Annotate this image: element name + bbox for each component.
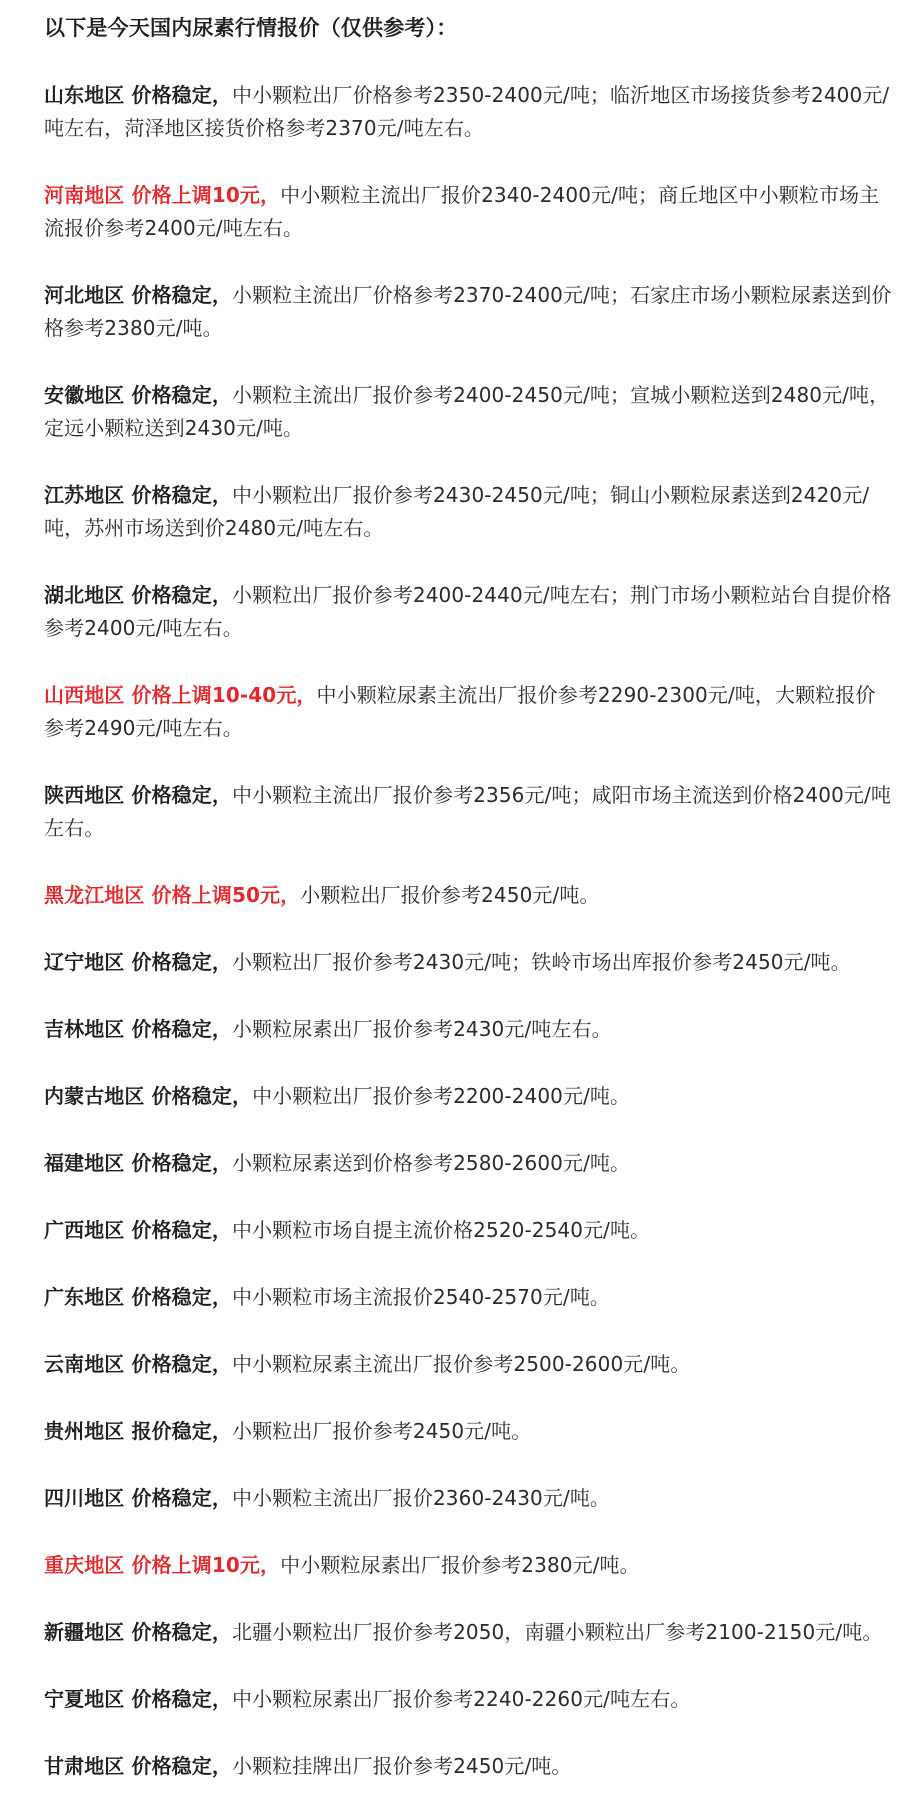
region-heading: 湖北地区 价格稳定， — [44, 583, 232, 607]
price-detail: 小颗粒出厂报价参考2400-2440元/吨左右；荆门市场小颗粒站台自提价格参考2400元/吨左右。 — [44, 583, 892, 640]
price-detail: 中小颗粒出厂报价参考2430-2450元/吨；铜山小颗粒尿素送到2420元/吨，苏州市场送到价2480元/吨左右。 — [44, 483, 870, 540]
price-detail: 中小颗粒尿素出厂报价参考2240-2260元/吨左右。 — [231, 1687, 691, 1711]
price-entry — [44, 946, 892, 979]
region-heading: 广东地区 价格稳定， — [44, 1285, 232, 1309]
region-heading: 甘肃地区 价格稳定， — [44, 1754, 232, 1778]
price-detail: 小颗粒出厂报价参考2430元/吨；铁岭市场出库报价参考2450元/吨。 — [231, 950, 851, 974]
price-list — [44, 79, 892, 1783]
price-detail: 小颗粒出厂报价参考2450元/吨。 — [300, 883, 600, 907]
price-entry — [44, 1683, 892, 1716]
region-heading: 吉林地区 价格稳定， — [44, 1017, 232, 1041]
price-detail: 小颗粒主流出厂价格参考2370-2400元/吨；石家庄市场小颗粒尿素送到价格参考2380元/吨。 — [44, 283, 892, 340]
price-detail: 中小颗粒尿素出厂报价参考2380元/吨。 — [280, 1553, 640, 1577]
region-heading-price-up: 河南地区 价格上调10元， — [44, 183, 281, 207]
price-entry — [44, 1616, 892, 1649]
price-entry — [44, 879, 892, 912]
region-heading: 安徽地区 价格稳定， — [44, 383, 232, 407]
region-heading: 河北地区 价格稳定， — [44, 283, 232, 307]
price-entry — [44, 179, 892, 245]
price-entry — [44, 279, 892, 345]
region-heading: 山东地区 价格稳定， — [44, 83, 232, 107]
region-heading: 云南地区 价格稳定， — [44, 1352, 232, 1376]
price-entry — [44, 1348, 892, 1381]
region-heading: 福建地区 价格稳定， — [44, 1151, 232, 1175]
price-detail: 中小颗粒出厂报价参考2200-2400元/吨。 — [252, 1084, 631, 1108]
price-detail: 小颗粒出厂报价参考2450元/吨。 — [231, 1419, 532, 1443]
region-heading: 新疆地区 价格稳定， — [44, 1620, 232, 1644]
price-detail: 中小颗粒尿素主流出厂报价参考2500-2600元/吨。 — [231, 1352, 691, 1376]
price-entry — [44, 1549, 892, 1582]
price-detail: 中小颗粒市场主流报价2540-2570元/吨。 — [231, 1285, 611, 1309]
price-entry — [44, 1482, 892, 1515]
price-entry — [44, 1080, 892, 1113]
region-heading: 广西地区 价格稳定， — [44, 1218, 232, 1242]
price-entry — [44, 579, 892, 645]
price-detail: 小颗粒挂牌出厂报价参考2450元/吨。 — [231, 1754, 572, 1778]
price-entry — [44, 1013, 892, 1046]
region-heading: 宁夏地区 价格稳定， — [44, 1687, 232, 1711]
price-entry — [44, 379, 892, 445]
price-detail: 中小颗粒市场自提主流价格2520-2540元/吨。 — [231, 1218, 651, 1242]
region-heading-price-up: 黑龙江地区 价格上调50元， — [44, 883, 301, 907]
region-heading: 辽宁地区 价格稳定， — [44, 950, 232, 974]
price-detail: 小颗粒主流出厂报价参考2400-2450元/吨；宣城小颗粒送到2480元/吨，定远小颗粒送到2430元/吨。 — [44, 383, 890, 440]
region-heading-price-up: 山西地区 价格上调10-40元， — [44, 683, 317, 707]
price-entry — [44, 1415, 892, 1448]
price-entry — [44, 79, 892, 145]
price-entry — [44, 1281, 892, 1314]
price-entry — [44, 779, 892, 845]
price-entry — [44, 1147, 892, 1180]
price-entry — [44, 479, 892, 545]
price-detail: 小颗粒尿素出厂报价参考2430元/吨左右。 — [231, 1017, 612, 1041]
region-heading: 贵州地区 报价稳定， — [44, 1419, 232, 1443]
region-heading: 四川地区 价格稳定， — [44, 1486, 232, 1510]
price-entry — [44, 1214, 892, 1247]
price-detail: 中小颗粒主流出厂报价参考2356元/吨；咸阳市场主流送到价格2400元/吨左右。 — [44, 783, 891, 840]
region-heading: 陕西地区 价格稳定， — [44, 783, 232, 807]
price-detail: 中小颗粒出厂价格参考2350-2400元/吨；临沂地区市场接货参考2400元/吨左右，菏泽地区接货价格参考2370元/吨左右。 — [44, 83, 890, 140]
price-entry — [44, 679, 892, 745]
region-heading-price-up: 重庆地区 价格上调10元， — [44, 1553, 281, 1577]
intro-heading: 以下是今天国内尿素行情报价（仅供参考）： — [44, 16, 458, 40]
price-entry — [44, 1750, 892, 1783]
price-detail: 中小颗粒主流出厂报价2360-2430元/吨。 — [231, 1486, 611, 1510]
price-detail: 中小颗粒尿素主流出厂报价参考2290-2300元/吨，大颗粒报价参考2490元/吨左右。 — [44, 683, 876, 740]
price-detail: 北疆小颗粒出厂报价参考2050，南疆小颗粒出厂参考2100-2150元/吨。 — [231, 1620, 883, 1644]
region-heading: 内蒙古地区 价格稳定， — [44, 1084, 253, 1108]
region-heading: 江苏地区 价格稳定， — [44, 483, 232, 507]
price-detail: 小颗粒尿素送到价格参考2580-2600元/吨。 — [231, 1151, 631, 1175]
price-detail: 中小颗粒主流出厂报价2340-2400元/吨；商丘地区中小颗粒市场主流报价参考2400元/吨左右。 — [44, 183, 880, 240]
